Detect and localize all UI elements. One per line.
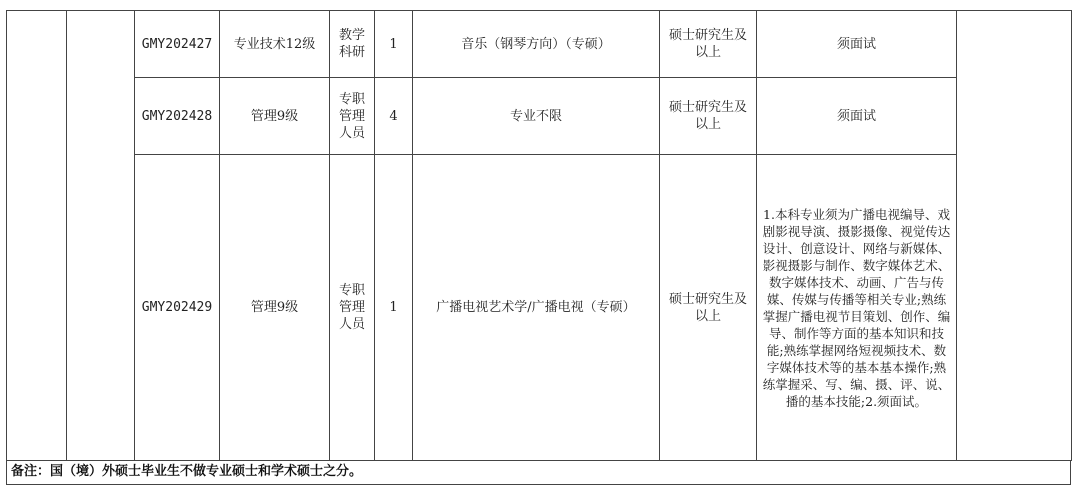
position-level: 管理9级	[220, 155, 330, 461]
position-count: 1	[375, 11, 413, 78]
merged-cell-left	[7, 11, 67, 461]
position-code: GMY202429	[135, 155, 220, 461]
position-education: 硕士研究生及以上	[660, 78, 757, 155]
position-major: 音乐（钢琴方向）（专硕）	[413, 11, 660, 78]
position-requirements: 须面试	[757, 11, 957, 78]
positions-table	[6, 10, 1072, 461]
position-count: 1	[375, 155, 413, 461]
table-note: 备注：国（境）外硕士毕业生不做专业硕士和学术硕士之分。	[6, 460, 1071, 485]
position-education: 硕士研究生及以上	[660, 155, 757, 461]
position-category: 专职管理人员	[330, 155, 375, 461]
position-requirements: 须面试	[757, 78, 957, 155]
position-code: GMY202427	[135, 11, 220, 78]
table-row	[7, 155, 1072, 461]
position-category: 专职管理人员	[330, 78, 375, 155]
position-count: 4	[375, 78, 413, 155]
position-major: 专业不限	[413, 78, 660, 155]
table-row	[7, 78, 1072, 155]
table-row	[7, 11, 1072, 78]
merged-cell-left-2	[67, 11, 135, 461]
merged-cell-right	[957, 11, 1072, 461]
position-requirements: 1.本科专业须为广播电视编导、戏剧影视导演、摄影摄像、视觉传达设计、创意设计、网络与新媒体、影视摄影与制作、数字媒体艺术、数字媒体技术、动画、广告与传媒、传媒与传播等相关专业;熟练掌握广播电视节目策划、创作、编导、制作等方面的基本知识和技能;熟练掌握网络短视频技术、数字媒体技术等的基本基本操作;熟练掌握采、写、编、摄、评、说、播的基本技能;2.须面试。	[757, 155, 957, 461]
position-level: 专业技术12级	[220, 11, 330, 78]
position-category: 教学科研	[330, 11, 375, 78]
position-major: 广播电视艺术学/广播电视（专硕）	[413, 155, 660, 461]
position-code: GMY202428	[135, 78, 220, 155]
position-level: 管理9级	[220, 78, 330, 155]
position-education: 硕士研究生及以上	[660, 11, 757, 78]
